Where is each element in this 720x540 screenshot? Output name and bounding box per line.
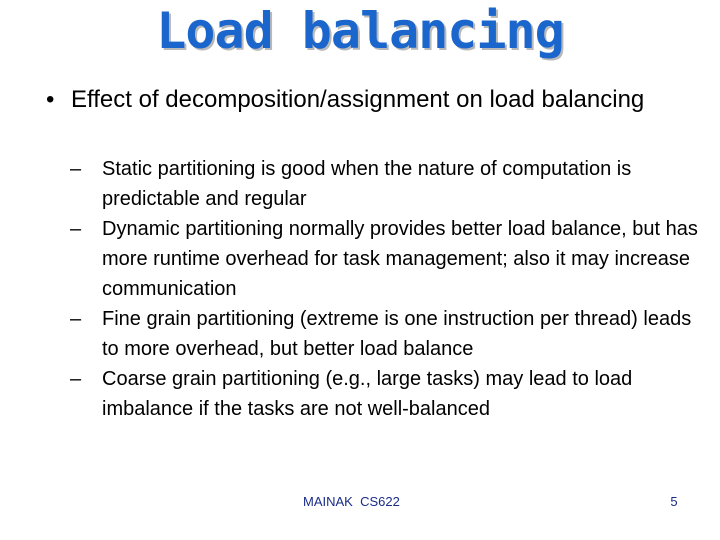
slide-title: Load balancing <box>156 2 564 60</box>
page-number: 5 <box>670 494 678 509</box>
sub-bullet-coarse-grain <box>70 364 712 424</box>
sub-bullet-fine-grain <box>70 304 712 364</box>
bullet-text: Effect of decomposition/assignment on load balancing <box>71 86 645 113</box>
dash-marker: – <box>70 308 82 330</box>
sub-bullet-text: Coarse grain partitioning (e.g., large tasks) may lead to load imbalance if the tasks are not well-balanced <box>102 368 633 420</box>
bullet-marker: • <box>46 86 55 113</box>
sub-bullet-text: Static partitioning is good when the nature of computation is predictable and regular <box>102 158 632 210</box>
sub-bullet-static-partitioning <box>70 154 712 214</box>
footer-author-course: MAINAK CS622 <box>303 494 400 509</box>
dash-marker: – <box>70 368 82 390</box>
sub-bullet-text: Dynamic partitioning normally provides better load balance, but has more runtime overhead for task management; also it may increase communication <box>102 218 698 300</box>
dash-marker: – <box>70 158 82 180</box>
bullet-item <box>46 85 666 115</box>
dash-marker: – <box>70 218 82 240</box>
sub-bullet-text: Fine grain partitioning (extreme is one instruction per thread) leads to more overhead, but better load balance <box>102 308 692 360</box>
sub-bullet-dynamic-partitioning <box>70 214 712 304</box>
sub-bullet-list <box>70 154 712 424</box>
